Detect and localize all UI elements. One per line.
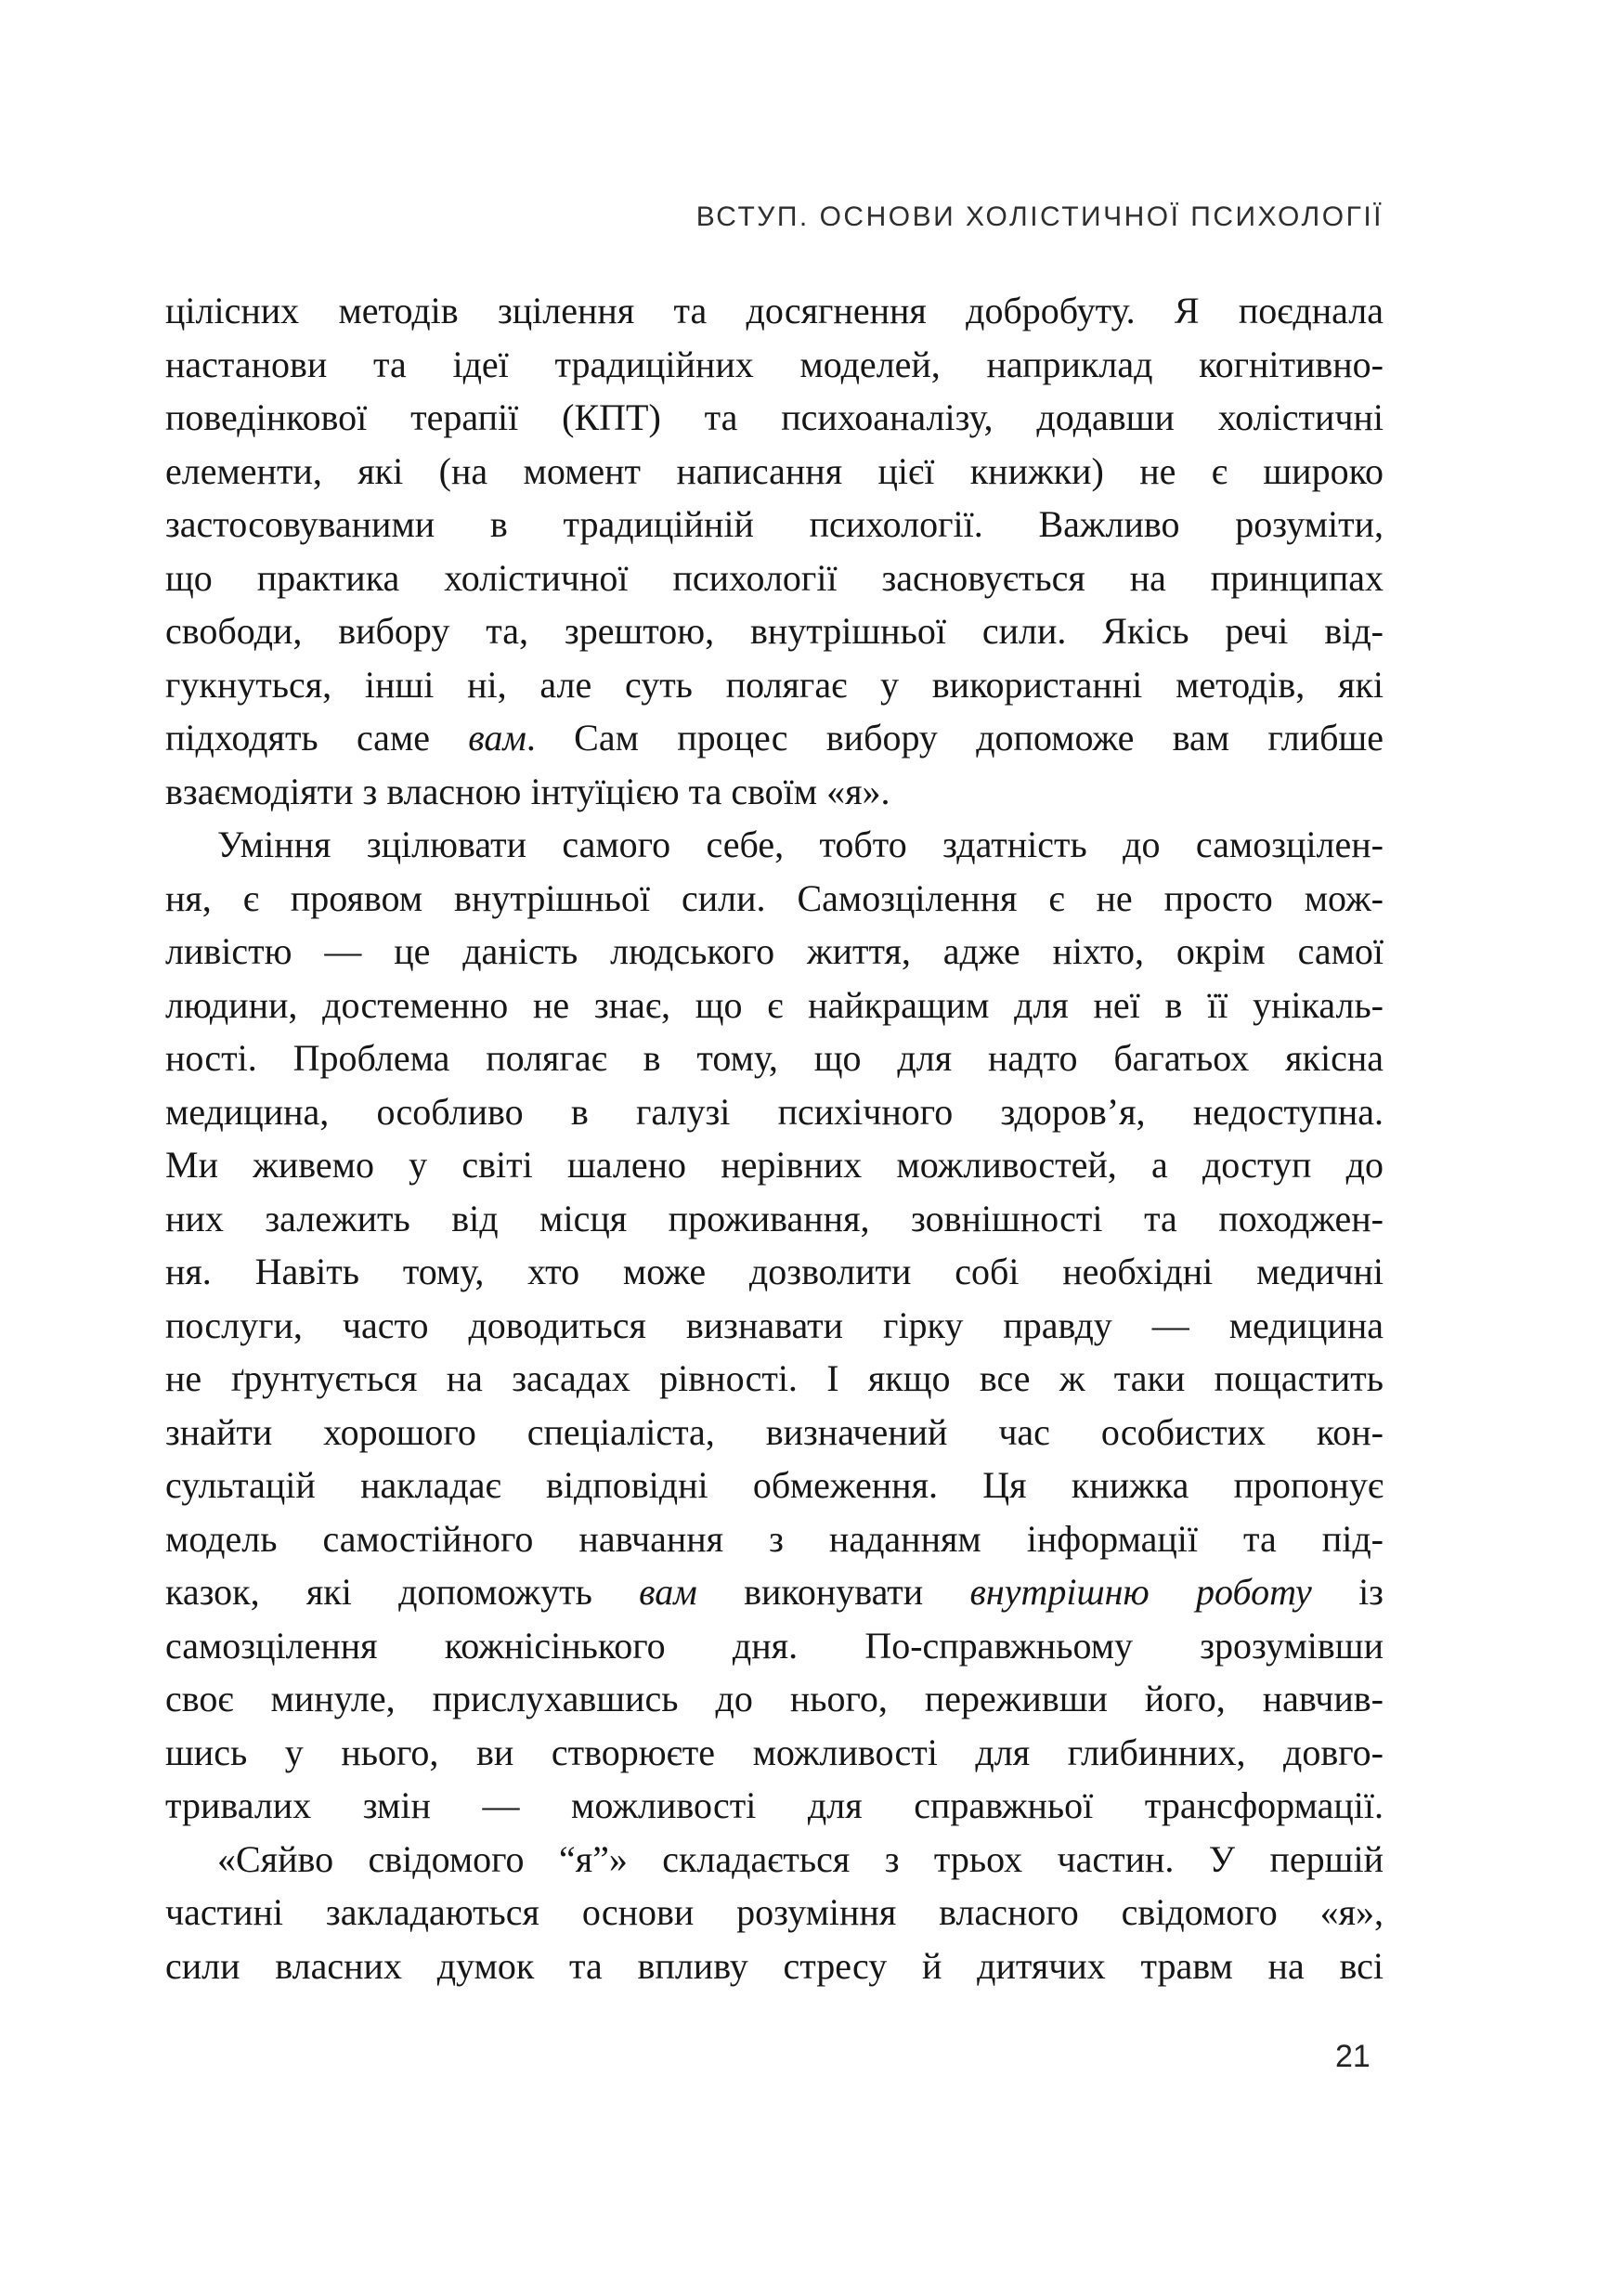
text-segment: Ми живемо у світі шалено нерівних можливостей, а доступ до <box>165 1144 1384 1186</box>
paragraph <box>165 818 1384 1833</box>
text-line <box>165 765 1384 819</box>
text-segment: із <box>1311 1571 1384 1613</box>
text-line <box>165 445 1384 499</box>
text-segment: частині закладаються основи розуміння власного свідомого «я», <box>165 1891 1384 1933</box>
text-line <box>165 1672 1384 1726</box>
page-number: 21 <box>1335 2039 1371 2074</box>
text-segment: взаємодіяти з власною інтуїцією та своїм «я». <box>165 770 890 812</box>
text-segment: послуги, часто доводиться визнавати гірку правду — медицина <box>165 1304 1384 1346</box>
text-segment: своє минуле, прислухавшись до нього, переживши його, навчив- <box>165 1678 1384 1719</box>
text-line <box>165 498 1384 551</box>
text-segment: поведінкової терапії (КПТ) та психоаналізу, додавши холістичні <box>165 396 1384 438</box>
text-segment: ня, є проявом внутрішньої сили. Самозцілення є не просто мож- <box>165 876 1384 919</box>
text-segment: шись у нього, ви створюєте можливості для глибинних, довго- <box>165 1731 1384 1773</box>
text-segment: свободи, вибору та, зрештою, внутрішньої сили. Якісь речі від- <box>165 610 1384 652</box>
text-segment: тривалих змін — можливості для справжньої трансформації. <box>165 1784 1384 1826</box>
text-segment: підходять саме <box>165 717 469 759</box>
text-line <box>165 1192 1384 1246</box>
paragraph <box>165 1833 1384 1993</box>
text-segment: медицина, особливо в галузі психічного здоров’я, недоступна. <box>165 1090 1384 1133</box>
text-segment: сультацій накладає відповідні обмеження. Ця книжка пропонує <box>165 1464 1384 1506</box>
text-line <box>165 391 1384 445</box>
italic-text-segment: вам <box>639 1571 697 1613</box>
text-segment: . Сам процес вибору допоможе вам глибше <box>526 717 1384 759</box>
text-line <box>165 284 1384 338</box>
text-segment: виконувати <box>696 1571 970 1613</box>
text-segment: людини, достеменно не знає, що є найкращим для неї в її унікаль- <box>165 983 1384 1026</box>
text-segment: ня. Навіть тому, хто може дозволити собі необхідні медичні <box>165 1251 1384 1292</box>
text-line <box>165 1299 1384 1353</box>
italic-text-segment: внутрішню роботу <box>969 1571 1312 1613</box>
text-segment: що практика холістичної психології засновується на принципах <box>165 556 1384 599</box>
text-line <box>165 1085 1384 1139</box>
text-segment: не ґрунтується на засадах рівності. І якщо все ж таки пощастить <box>165 1357 1384 1399</box>
text-line <box>165 1031 1384 1085</box>
text-line <box>165 818 1384 872</box>
text-segment: знайти хорошого спеціаліста, визначений час особистих кон- <box>165 1410 1384 1453</box>
text-line <box>165 604 1384 658</box>
text-segment: настанови та ідеї традиційних моделей, наприклад когнітивно- <box>165 343 1384 385</box>
text-line <box>165 1565 1384 1619</box>
text-line <box>165 1245 1384 1299</box>
text-segment: ливістю — це даність людського життя, адже ніхто, окрім самої <box>165 930 1384 972</box>
text-line <box>165 1459 1384 1512</box>
running-header: ВСТУП. ОСНОВИ ХОЛІСТИЧНОЇ ПСИХОЛОГІЇ <box>695 201 1384 232</box>
text-segment: Уміння зцілювати самого себе, тобто здатність до самозцілен- <box>217 824 1384 865</box>
paragraph <box>165 284 1384 818</box>
text-line <box>165 1779 1384 1833</box>
text-line <box>165 338 1384 392</box>
text-segment: «Сяйво свідомого “я”» складається з трьох частин. У першій <box>217 1837 1384 1880</box>
text-line <box>165 658 1384 712</box>
text-line <box>165 1138 1384 1192</box>
text-segment: ності. Проблема полягає в тому, що для надто багатьох якісна <box>165 1037 1384 1079</box>
text-segment: казок, які допоможуть <box>165 1571 640 1613</box>
text-line <box>165 1619 1384 1673</box>
text-line <box>165 979 1384 1032</box>
text-line <box>165 1352 1384 1406</box>
body-text <box>165 284 1384 1992</box>
text-segment: елементи, які (на момент написання цієї книжки) не є широко <box>165 449 1384 492</box>
text-segment: самозцілення кожнісінького дня. По-справжньому зрозумівши <box>165 1624 1384 1667</box>
text-segment: застосовуваними в традиційній психології. Важливо розуміти, <box>165 503 1384 545</box>
text-line <box>165 925 1384 979</box>
text-segment: модель самостійного навчання з наданням інформації та під- <box>165 1517 1384 1560</box>
text-line <box>165 1833 1384 1887</box>
text-line <box>165 711 1384 765</box>
text-line <box>165 872 1384 926</box>
text-segment: них залежить від місця проживання, зовнішності та походжен- <box>165 1197 1384 1239</box>
text-line <box>165 1406 1384 1459</box>
text-line <box>165 1939 1384 1993</box>
text-segment: гукнуться, інші ні, але суть полягає у використанні методів, які <box>165 663 1384 706</box>
text-line <box>165 1886 1384 1939</box>
text-line <box>165 1512 1384 1566</box>
text-segment: сили власних думок та впливу стресу й дитячих травм на всі <box>165 1944 1384 1987</box>
text-segment: цілісних методів зцілення та досягнення добробуту. Я поєднала <box>165 290 1384 331</box>
italic-text-segment: вам <box>468 717 526 759</box>
text-line <box>165 551 1384 605</box>
text-line <box>165 1726 1384 1780</box>
